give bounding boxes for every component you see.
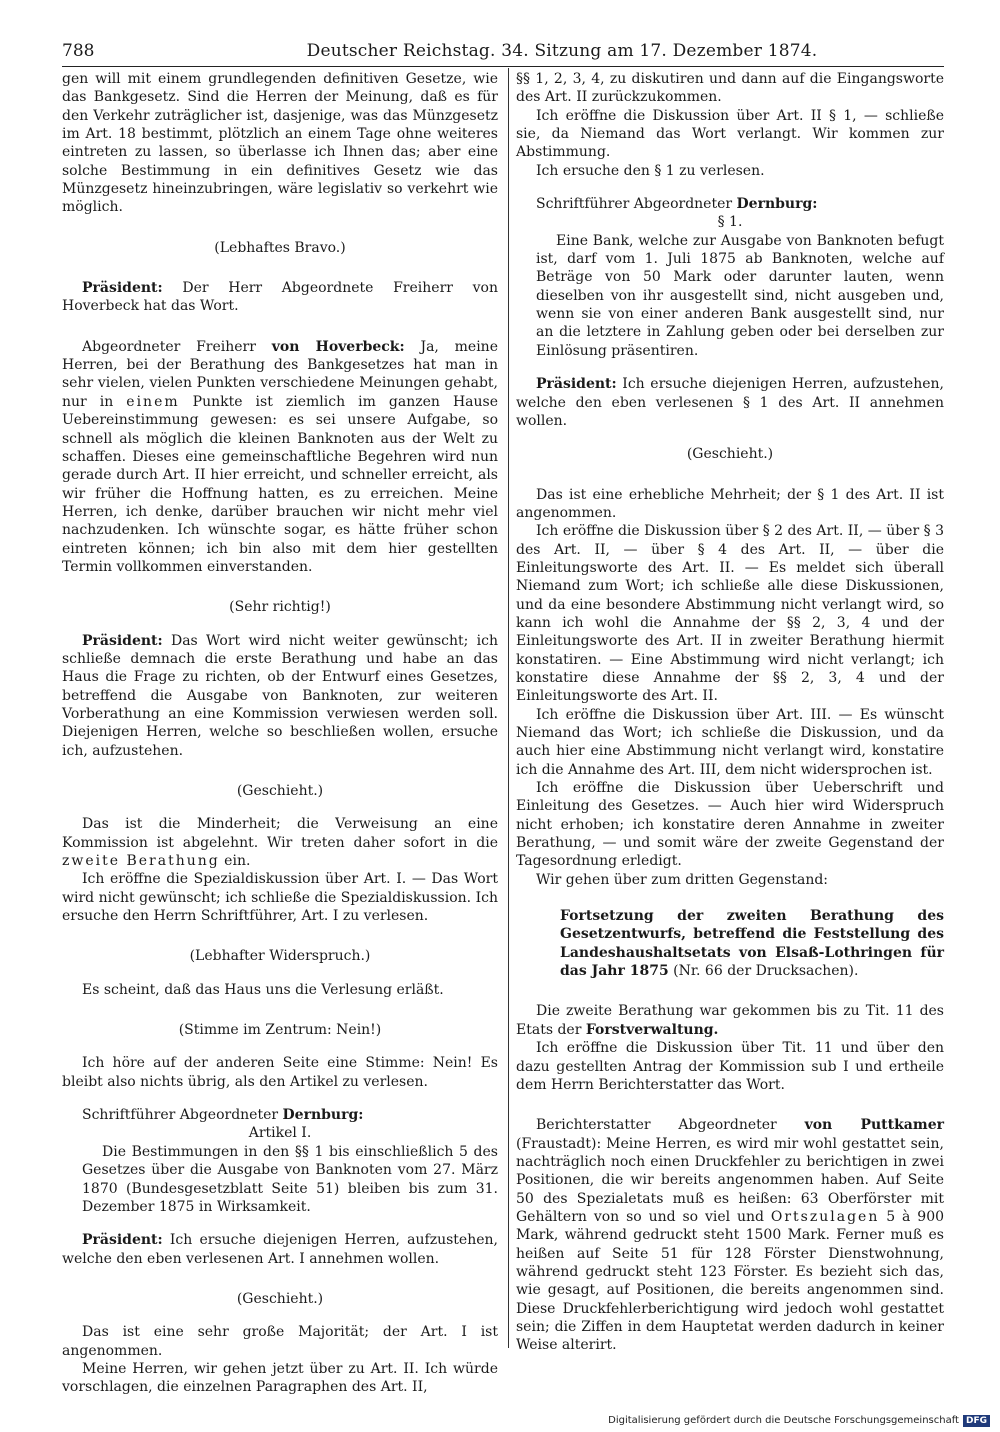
credit-text: Digitalisierung gefördert durch die Deutsche Forschungsgemeinschaft (608, 1415, 959, 1426)
speech-text: Der Herr Abgeordnete Freiherr von Hoverbeck hat das Wort. (62, 280, 498, 315)
paragraph: Ich eröffne die Diskussion über Tit. 11 und über den dazu gestellten Antrag der Kommission sub I und ertheile dem Herrn Berichterstatter das Wort. (516, 1040, 944, 1093)
speech-paragraph (62, 632, 498, 760)
paragraph (516, 1002, 944, 1039)
law-text: Die Bestimmungen in den §§ 1 bis einschließlich 5 des Gesetzes über die Ausgabe von Banknoten vom 27. März 1870 (Bundesgesetzblatt Seite 51) bleiben bis zum 31. Dezember 1875 in Wirksamkeit. (82, 1143, 498, 1215)
paragraph: gen will mit einem grundlegenden definitiven Gesetze, wie das Bankgesetz. Sind die Herren der Meinung, daß es für den Verkehr zuträglicher ist, dasjenige, was das Münzgesetz im Art. 18 bestimmt, plötzlich an einem Tage ohne weiteres eintreten zu lassen, so überlasse ich Ihnen das; aber eine solche Bestimmung in ein definitives Gesetz wie das Münzgesetz hineinzubringen, wäre legislativ so verkehrt wie möglich. (62, 71, 498, 216)
header-rule (62, 66, 944, 67)
speech-text: Punkte ist ziemlich im ganzen Hause Uebereinstimmung gewesen: es sei unsere Aufgabe, so schnell als möglich die kleinen Banknoten aus der Welt zu schaffen. Dieses eine gemeinschaftliche Begehren wird nun gerade durch Art. II hier erreicht, und schneller erreicht, als wir früher die Hoffnung hatten, es zu erreichen. Meine Herren, ich denke, darüber brauchen wir nicht mehr viel nachzudenken. Ich wünschte sogar, es hätte früher schon eintreten können; ich bin also mit dem hier gestellten Termin vollkommen einverstanden. (62, 393, 498, 575)
column-divider (508, 68, 509, 1348)
speech-text: Ich ersuche diejenigen Herren, aufzustehen, welche den eben verlesenen Art. I annehmen wollen. (62, 1232, 498, 1267)
interjection: (Geschieht.) (236, 1290, 324, 1307)
paragraph: Ich eröffne die Diskussion über § 2 des Art. II, — über § 3 des Art. II, — über § 4 des Art. II, — über die Einleitungsworte des Art. II. — Es meldet sich überall Niemand zum Wort; ich schließe alle diese Diskussionen, und da eine besondere Abstimmung nicht verlangt wird, so kann ich wohl die Annahme der §§ 2, 3, 4 und der Einleitungsworte des Art. II in zweiter Berathung hiermit konstatiren. — Eine Abstimmung wird nicht verlangt; ich konstatire diese Annahme der §§ 2, 3, 4 und der Einleitungsworte des Art. II. (516, 523, 944, 705)
speaker-role: Schriftführer Abgeordneter (536, 196, 737, 213)
paragraph: Das ist eine erhebliche Mehrheit; der § 1 des Art. II ist angenommen. (516, 486, 944, 521)
speech-text: 5 à 900 Mark, während gedruckt steht 1500 Mark. Ferner muß es heißen auf Seite 51 für 128 Förster Dienstwohnung, während gedruckt steht 123 Förster. Es bezieht sich das, wie gesagt, auf Positionen, die bereits angenommen sind. Diese Druckfehlerberichtigung wird jedoch wohl gestattet sein; die Ziffen in dem Hauptetat werden dadurch in keiner Weise alterirt. (516, 1208, 945, 1354)
speech-paragraph (62, 1231, 498, 1268)
emphasis-text: zweite Berathung (62, 853, 220, 870)
speech-text: (Fraustadt): Meine Herren, es wird mir wohl gestattet sein, nachträglich noch einen Druckfehler zu berichtigen in zwei Positionen, die wir bereits angenommen haben. Auf Seite 50 des Spezialetats muß es heißen: 63 Oberförster mit Gehältern von so und so viel und (516, 1135, 944, 1225)
section-heading: § 1. (717, 214, 743, 231)
speaker-name: Dernburg: (736, 196, 818, 213)
interjection: (Geschieht.) (686, 446, 774, 463)
paragraph: Wir gehen über zum dritten Gegenstand: (536, 871, 829, 888)
paragraph: Es scheint, daß das Haus uns die Verlesung erläßt. (82, 981, 444, 998)
paragraph: Ich höre auf der anderen Seite eine Stimme: Nein! Es bleibt also nichts übrig, als den Artikel zu verlesen. (62, 1055, 498, 1090)
speaker-role: Schriftführer Abgeordneter (82, 1107, 283, 1124)
speech-text: Das Wort wird nicht weiter gewünscht; ich schließe demnach die erste Berathung und habe an das Haus die Frage zu richten, ob der Entwurf eines Gesetzes, betreffend die Ausgabe von Banknoten, zur weiteren Vorberathung an eine Kommission verwiesen werden soll. Diejenigen Herren, welche so beschließen wollen, ersuche ich, aufzustehen. (62, 632, 498, 759)
emphasis-text: Forstverwaltung. (585, 1021, 719, 1038)
paragraph (62, 815, 498, 870)
paragraph: Meine Herren, wir gehen jetzt über zu Art. II. Ich würde vorschlagen, die einzelnen Paragraphen des Art. II, (62, 1360, 498, 1396)
emphasis-text: Ortszulagen (770, 1208, 880, 1225)
speech-paragraph (516, 1116, 944, 1354)
speech-paragraph (62, 1106, 498, 1124)
digitization-credit (590, 1414, 990, 1428)
paragraph: Ich eröffne die Spezialdiskussion über Art. I. — Das Wort wird nicht gewünscht; ich schließe die Spezialdiskussion. Ich ersuche den Herrn Schriftführer, Art. I zu verlesen. (62, 871, 498, 925)
law-text: Eine Bank, welche zur Ausgabe von Banknoten befugt ist, darf vom 1. Juli 1875 ab Banknoten, welche auf Beträge von 50 Mark oder darunter lauten, wenn dieselben von ihr ausgestellt sind, nicht ausgeben und, wenn sie von einer anderen Bank ausgestellt sind, nur an die letztere in Zahlung geben oder bei derselben zur Einlösung präsentiren. (536, 232, 944, 359)
paragraph: Ich eröffne die Diskussion über Ueberschrift und Einleitung des Gesetzes. — Auch hier wird Widerspruch nicht erhoben; ich konstatire deren Annahme in zweiter Berathung, — und somit wäre der zweite Gegenstand der Tagesordnung erledigt. (516, 780, 944, 870)
agenda-item-heading (516, 907, 944, 980)
speaker-name: Präsident: (82, 632, 163, 649)
interjection: (Lebhafter Widerspruch.) (189, 948, 371, 965)
interjection: (Lebhaftes Bravo.) (214, 239, 346, 256)
speech-text: ein. (219, 853, 251, 870)
running-title: Deutscher Reichstag. 34. Sitzung am 17. Dezember 1874. (306, 41, 818, 61)
paragraph: Ich ersuche den § 1 zu verlesen. (536, 162, 765, 179)
speaker-name: Präsident: (82, 1232, 163, 1249)
paragraph: Das ist eine sehr große Majorität; der Art. I ist angenommen. (62, 1324, 498, 1359)
speaker-name: Präsident: (536, 376, 617, 393)
speaker-name: von Puttkamer (804, 1117, 944, 1134)
interjection: (Geschieht.) (236, 783, 324, 799)
agenda-reference: (Nr. 66 der Drucksachen). (668, 963, 859, 980)
speech-text: Das ist die Minderheit; die Verweisung an eine Kommission ist abgelehnt. Wir treten daher sofort in die (62, 816, 498, 851)
left-column (62, 70, 498, 1397)
interjection: (Stimme im Zentrum: Nein!) (178, 1022, 382, 1039)
speech-paragraph (516, 375, 944, 430)
dfg-logo-icon: DFG (963, 1415, 990, 1427)
agenda-title: Fortsetzung der zweiten Berathung des Gesetzentwurfs, betreffend die Feststellung des Landeshaushaltsetats von Elsaß-Lothringen für das Jahr 1875 (560, 908, 944, 980)
speaker-role: Berichterstatter Abgeordneter (536, 1117, 805, 1134)
speaker-name: Dernburg: (282, 1107, 364, 1124)
speech-paragraph (62, 279, 498, 316)
paragraph: §§ 1, 2, 3, 4, zu diskutiren und dann auf die Eingangsworte des Art. II zurückzukommen. (516, 71, 944, 106)
speaker-name: Präsident: (82, 280, 163, 297)
speech-paragraph (62, 338, 498, 576)
page-number: 788 (62, 41, 95, 61)
paragraph: Ich eröffne die Diskussion über Art. III. — Es wünscht Niemand das Wort; ich schließe die Diskussion, und da auch hier eine Abstimmung nicht verlangt wird, konstatire ich die Annahme des Art. III, dem nicht widersprochen ist. (516, 706, 944, 778)
speech-text: Ja, meine Herren, bei der Berathung des Bankgesetzes hat man in sehr vielen, vielen Punkten verschiedene Meinungen gehabt, nur in (62, 338, 498, 410)
emphasis-text: einem (126, 393, 180, 410)
page-header (62, 38, 942, 64)
article-heading: Artikel I. (248, 1125, 312, 1142)
speech-text: Ich ersuche diejenigen Herren, aufzustehen, welche den eben verlesenen § 1 des Art. II annehmen wollen. (516, 376, 944, 429)
paragraph: Ich eröffne die Diskussion über Art. II § 1, — schließe sie, da Niemand das Wort verlangt. Wir kommen zur Abstimmung. (516, 107, 944, 161)
speech-paragraph (516, 195, 944, 213)
interjection: (Sehr richtig!) (229, 599, 331, 616)
speaker-role: Abgeordneter Freiherr (82, 338, 272, 355)
speaker-name: von Hoverbeck: (271, 338, 405, 355)
speech-text: Die zweite Berathung war gekommen bis zu Tit. 11 des Etats der (516, 1003, 944, 1038)
right-column (516, 70, 944, 1355)
